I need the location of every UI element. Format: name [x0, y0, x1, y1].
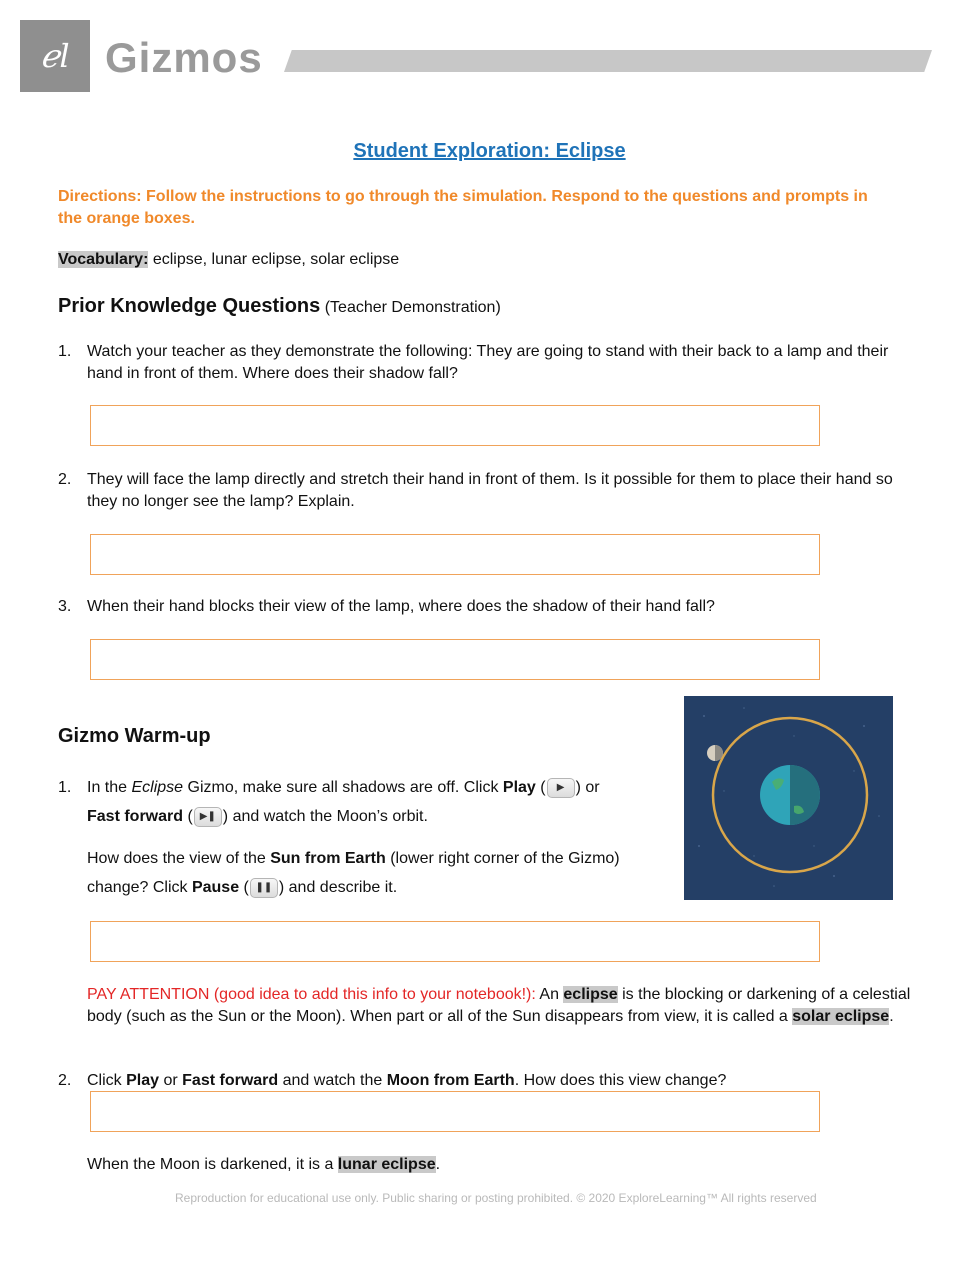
- question-number: 3.: [58, 598, 72, 615]
- answer-box-warmup-2[interactable]: [90, 1091, 820, 1132]
- header-bar: [284, 50, 932, 72]
- warmup-q1-line-3: How does the view of the Sun from Earth (lower right corner of the Gizmo): [87, 850, 620, 867]
- warmup-q1-line-1: In the Eclipse Gizmo, make sure all shadows are off. Click Play ( ▶ ) or: [87, 779, 600, 796]
- warmup-q1-line-4: change? Click Pause ( ❚❚ ) and describe it.: [87, 879, 398, 896]
- vocabulary-label: Vocabulary:: [58, 251, 149, 268]
- warmup-q1-line-2: Fast forward ( ▶❚ ) and watch the Moon’s orbit.: [87, 808, 428, 825]
- prior-heading-text: Prior Knowledge Questions: [58, 295, 321, 317]
- solar-eclipse-term: solar eclipse: [792, 1008, 890, 1025]
- question-number: 2.: [58, 471, 72, 488]
- pay-attention-note: PAY ATTENTION (good idea to add this info to your notebook!): An eclipse is the blocking or darkening of a celestial body (such as the Sun or the Moon). When part or all of the Sun disappears from view, it is called a solar eclipse.: [87, 986, 911, 1025]
- fast-forward-icon: ▶❚: [194, 807, 222, 827]
- answer-box-prior-2[interactable]: [90, 534, 820, 575]
- prior-knowledge-heading: [58, 295, 501, 318]
- answer-box-prior-1[interactable]: [90, 405, 820, 446]
- question-text: Watch your teacher as they demonstrate the following: They are going to stand with their back to a lamp and their hand in front of them. Where does their shadow fall?: [87, 343, 889, 382]
- orbit-illustration: [684, 696, 893, 900]
- logo-mark: ℯl: [40, 37, 70, 75]
- answer-box-warmup-1[interactable]: [90, 921, 820, 962]
- lunar-eclipse-term: lunar eclipse: [337, 1156, 436, 1173]
- question-text: When their hand blocks their view of the lamp, where does the shadow of their hand fall?: [87, 598, 715, 615]
- brand-name: Gizmos: [105, 34, 263, 81]
- eclipse-term: eclipse: [563, 986, 618, 1003]
- prior-question-2: [58, 469, 918, 513]
- vocabulary-terms: eclipse, lunar eclipse, solar eclipse: [148, 251, 400, 268]
- question-text: They will face the lamp directly and stretch their hand in front of them. Is it possible for them to place their hand so they no longer see the lamp? Explain.: [87, 471, 893, 510]
- gizmo-orbit-image: [684, 696, 893, 900]
- answer-box-prior-3[interactable]: [90, 639, 820, 680]
- pause-icon: ❚❚: [250, 878, 278, 898]
- pay-attention-label: PAY ATTENTION (good idea to add this info to your notebook!):: [87, 986, 536, 1003]
- footer-copyright: Reproduction for educational use only. Public sharing or posting prohibited. © 2020 ExploreLearning™ All rights reserved: [175, 1191, 817, 1205]
- play-icon: ▶: [547, 778, 575, 798]
- prior-question-1: [58, 341, 908, 385]
- question-number: 2.: [58, 1072, 72, 1089]
- directions-text: Directions: Follow the instructions to go through the simulation. Respond to the questions and prompts in the orange boxes.: [58, 188, 868, 227]
- lunar-eclipse-note: When the Moon is darkened, it is a lunar eclipse.: [87, 1156, 441, 1173]
- vocabulary-line: [58, 251, 399, 269]
- warmup-question-2: 2. Click Play or Fast forward and watch the Moon from Earth. How does this view change?: [58, 1070, 918, 1092]
- question-number: 1.: [58, 779, 72, 796]
- page-title: Student Exploration: Eclipse: [353, 140, 626, 162]
- question-number: 1.: [58, 343, 72, 360]
- explorelearning-logo: [20, 20, 90, 92]
- prior-question-3: [58, 596, 918, 618]
- warmup-heading: Gizmo Warm-up: [58, 725, 211, 747]
- warmup-question-1: [58, 777, 678, 899]
- prior-heading-sub: (Teacher Demonstration): [320, 299, 501, 316]
